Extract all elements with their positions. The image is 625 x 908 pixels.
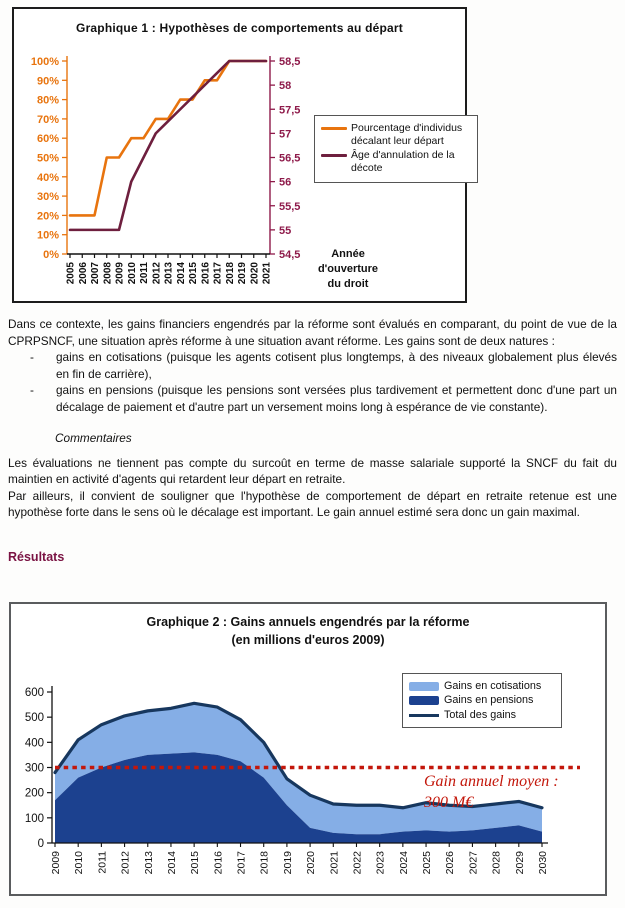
list-item — [8, 349, 617, 382]
right-tick-label: 54,5 — [279, 249, 301, 261]
legend-item-age-decote — [321, 149, 473, 175]
x-tick-label: 2011 — [139, 262, 150, 284]
annotation-line: 300 M€ — [424, 793, 474, 811]
x-tick-label: 2005 — [65, 262, 77, 285]
x-tick-label: 2018 — [224, 262, 236, 285]
graphique-1-chart — [12, 7, 467, 303]
legend-label: Pourcentage d'individus décalant leur départ — [351, 122, 463, 148]
series-line-1 — [70, 61, 266, 230]
x-tick-label: 2015 — [188, 262, 199, 285]
x-tick-label: 2008 — [102, 262, 114, 285]
x-tick-label: 2020 — [249, 262, 261, 285]
darkblue-area-swatch — [409, 696, 439, 705]
left-tick-label: 60% — [36, 133, 59, 146]
x-tick-label: 2009 — [114, 262, 126, 285]
y-tick-label: 100 — [24, 812, 44, 825]
x-tick-label: 2007 — [90, 262, 101, 285]
left-tick-label: 90% — [36, 75, 59, 88]
left-tick-label: 70% — [36, 113, 59, 126]
x-axis-title-line: Année — [331, 248, 365, 260]
x-axis-title-line: du droit — [327, 277, 369, 290]
x-tick-label: 2010 — [73, 851, 86, 875]
legend-item-pourcentage — [321, 122, 473, 148]
chart2-title: Graphique 2 : Gains annuels engendrés par la réforme — [146, 615, 470, 629]
x-axis-title — [300, 247, 396, 292]
x-tick-label: 2024 — [397, 851, 410, 875]
bullet-text: gains en cotisations (puisque les agents cotisent plus longtemps, à des niveaux globalement plus élevés en fin de carrière), — [56, 350, 617, 381]
right-tick-label: 56,5 — [279, 152, 301, 165]
left-tick-label: 100% — [30, 56, 59, 68]
x-tick-label: 2027 — [467, 851, 480, 875]
x-tick-label: 2029 — [513, 851, 526, 875]
results-heading: Résultats — [8, 549, 65, 564]
left-tick-label: 30% — [36, 191, 59, 204]
x-tick-label: 2025 — [421, 851, 434, 875]
legend-label: Gains en cotisations — [444, 680, 542, 692]
left-tick-label: 10% — [36, 229, 59, 242]
paragraph-context: Dans ce contexte, les gains financiers engendrés par la réforme sont évalués en comparant, du point de vue de la CPRPSNCF, une situation après réforme à une situation avant réforme. Les gains sont de deux natures : — [8, 317, 617, 348]
y-tick-label: 0 — [37, 838, 44, 850]
right-tick-label: 58,5 — [279, 56, 301, 68]
x-tick-label: 2023 — [374, 851, 387, 875]
series-line-0 — [70, 61, 266, 215]
y-tick-label: 200 — [24, 787, 44, 800]
bullet-dash: - — [30, 350, 34, 364]
x-tick-label: 2013 — [142, 851, 155, 875]
bullet-dash: - — [30, 383, 34, 397]
x-tick-label: 2030 — [537, 851, 549, 875]
right-tick-label: 57,5 — [279, 104, 301, 117]
x-tick-label: 2018 — [258, 851, 271, 875]
x-tick-label: 2016 — [212, 851, 225, 875]
list-item — [8, 382, 617, 415]
bullet-text: gains en pensions (puisque les pensions sont versées plus tardivement et permettent donc d'une part un décalage de paiement et d'autre part un versement moins long à espérance de vie constante). — [56, 383, 617, 414]
chart2-legend — [402, 673, 562, 728]
left-tick-label: 40% — [36, 171, 59, 184]
body-text — [8, 316, 617, 565]
x-tick-label: 2020 — [305, 851, 318, 875]
legend-item-cotisations — [409, 680, 555, 692]
x-tick-label: 2012 — [119, 851, 132, 875]
legend-item-pensions — [409, 694, 555, 706]
left-tick-label: 20% — [36, 210, 59, 223]
left-tick-label: 80% — [36, 94, 59, 107]
commentaires-heading: Commentaires — [55, 431, 132, 445]
right-tick-label: 55,5 — [279, 200, 301, 213]
navy-line-swatch — [409, 714, 439, 717]
chart1-title: Graphique 1 : Hypothèses de comportements au départ — [76, 21, 403, 35]
x-tick-label: 2019 — [237, 262, 248, 285]
x-tick-label: 2014 — [175, 262, 187, 285]
x-tick-label: 2014 — [165, 851, 178, 875]
x-tick-label: 2019 — [281, 851, 294, 875]
x-tick-label: 2017 — [212, 262, 224, 285]
x-tick-label: 2026 — [444, 851, 457, 875]
paragraph-evaluations: Les évaluations ne tiennent pas compte du surcoût en terme de masse salariale supporté la SNCF du fait du maintien en activité d'agents qui retardent leur départ en retraite. — [8, 455, 617, 486]
chart2-subtitle: (en millions d'euros 2009) — [231, 633, 385, 647]
right-tick-label: 55 — [279, 224, 292, 237]
chart2-plot-area — [11, 604, 605, 894]
legend-item-total — [409, 709, 555, 721]
x-tick-label: 2011 — [96, 851, 109, 874]
right-tick-label: 58 — [279, 80, 292, 93]
chart1-legend — [314, 115, 478, 183]
x-tick-label: 2006 — [77, 262, 89, 285]
graphique-2-chart — [9, 602, 607, 896]
purple-line-swatch — [321, 154, 347, 157]
average-gain-annotation — [424, 772, 599, 814]
x-tick-label: 2013 — [163, 262, 175, 285]
x-tick-label: 2009 — [50, 851, 62, 875]
paragraph-par-ailleurs: Par ailleurs, il convient de souligner que l'hypothèse de comportement de départ en retraite retenue est une hypothèse forte dans le sens où le décalage est important. Le gain annuel estimé sera donc un gain maximal. — [8, 488, 617, 519]
y-tick-label: 600 — [24, 687, 44, 699]
y-tick-label: 300 — [24, 762, 44, 775]
right-tick-label: 57 — [279, 128, 292, 141]
y-tick-label: 500 — [24, 712, 44, 725]
x-tick-label: 2017 — [235, 851, 248, 875]
lightblue-area-swatch — [409, 682, 439, 691]
y-tick-label: 400 — [24, 737, 44, 750]
left-tick-label: 50% — [36, 152, 59, 165]
orange-line-swatch — [321, 127, 347, 130]
legend-label: Total des gains — [444, 708, 517, 721]
x-tick-label: 2012 — [151, 262, 163, 285]
x-tick-label: 2015 — [189, 851, 202, 875]
x-axis-title-line: d'ouverture — [317, 262, 379, 275]
annotation-line: Gain annuel moyen : — [424, 773, 559, 790]
x-tick-label: 2010 — [126, 262, 138, 285]
x-tick-label: 2016 — [200, 262, 212, 285]
right-tick-label: 56 — [279, 176, 292, 189]
left-tick-label: 0% — [43, 249, 59, 261]
x-tick-label: 2021 — [328, 851, 341, 875]
x-tick-label: 2028 — [490, 851, 503, 875]
x-tick-label: 2022 — [351, 851, 364, 875]
legend-label: Gains en pensions — [444, 694, 534, 707]
legend-label: Âge d'annulation de la décote — [351, 149, 455, 175]
x-tick-label: 2021 — [261, 262, 273, 285]
